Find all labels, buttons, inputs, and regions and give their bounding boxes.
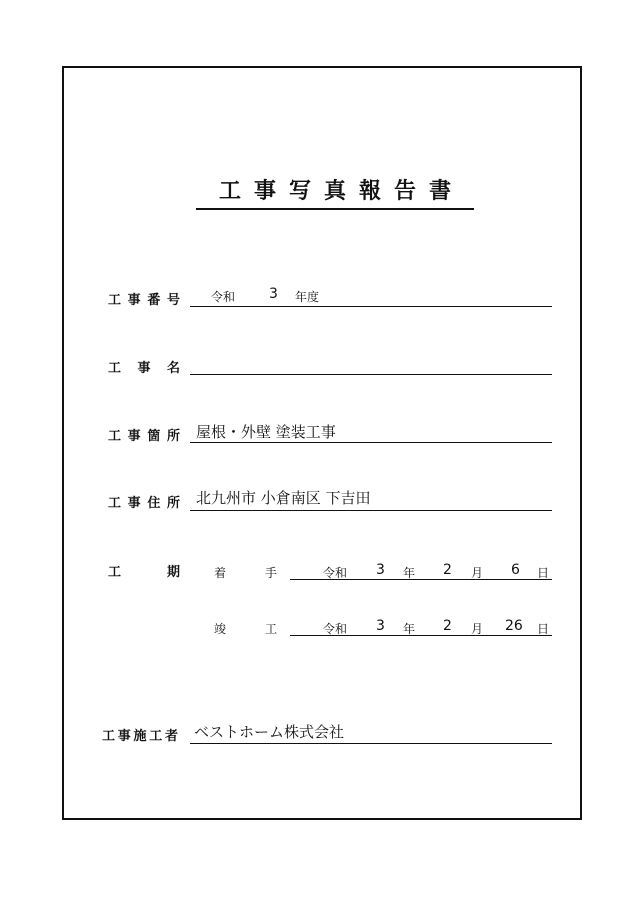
address-value: 北九州市 小倉南区 下吉田 (196, 489, 371, 507)
end-month-unit: 月 (471, 622, 484, 636)
end-year-unit: 年 (403, 622, 416, 636)
start-label-1: 着 (214, 566, 227, 580)
contractor-value: ベストホーム株式会社 (194, 723, 345, 741)
end-label-2: 工 (265, 622, 278, 636)
label-construction-address: 工事住所 (108, 496, 180, 511)
number-underline (190, 306, 552, 307)
address-underline (190, 510, 552, 511)
start-day: 6 (511, 562, 520, 578)
start-era: 令和 (323, 566, 348, 580)
number-era: 令和 (211, 290, 236, 304)
label-construction-number: 工事番号 (108, 293, 180, 308)
location-underline (190, 442, 552, 443)
label-contractor: 工事施工者 (102, 729, 178, 744)
end-month: 2 (443, 618, 452, 634)
start-year: 3 (376, 562, 385, 578)
document-title: 工事写真報告書 (218, 179, 464, 204)
title-underline (196, 208, 474, 210)
start-day-unit: 日 (537, 566, 550, 580)
start-underline (290, 579, 552, 580)
end-era: 令和 (323, 622, 348, 636)
end-underline (290, 635, 552, 636)
label-construction-location: 工事箇所 (108, 429, 180, 444)
start-month-unit: 月 (471, 566, 484, 580)
start-month: 2 (443, 562, 452, 578)
contractor-underline (190, 743, 552, 744)
number-suffix: 年度 (295, 290, 320, 304)
end-label-1: 竣 (214, 622, 227, 636)
start-label-2: 手 (265, 566, 278, 580)
end-day-unit: 日 (537, 622, 550, 636)
start-year-unit: 年 (403, 566, 416, 580)
end-day: 26 (505, 618, 523, 634)
label-construction-name: 工事名 (108, 361, 180, 376)
name-underline (190, 374, 552, 375)
end-year: 3 (376, 618, 385, 634)
location-value: 屋根・外壁 塗装工事 (196, 423, 336, 441)
number-year: 3 (269, 286, 278, 302)
label-construction-period: 工期 (108, 565, 180, 580)
